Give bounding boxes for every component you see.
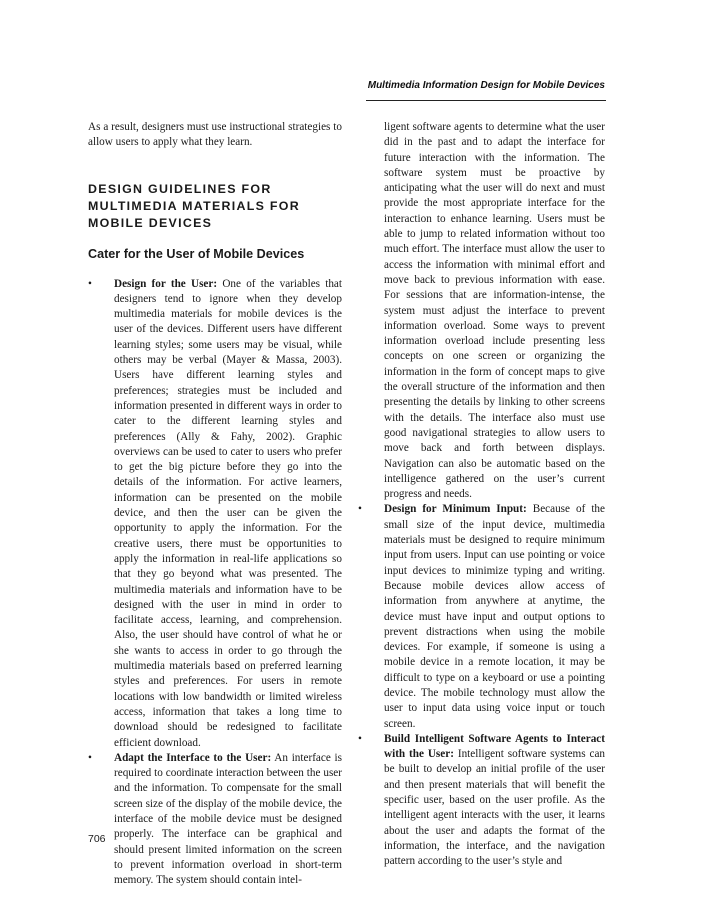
- list-item-minimum-input: [358, 502, 605, 731]
- list-item-title: Adapt the Interface to the User:: [114, 751, 272, 764]
- list-item-intelligent-agents: [358, 732, 605, 870]
- subsection-heading: Cater for the User of Mobile Devices: [88, 246, 305, 261]
- header-rule: [366, 100, 606, 101]
- intro-paragraph: As a result, designers must use instructional strategies to allow users to apply what they learn.: [88, 121, 342, 149]
- bullet-icon: •: [88, 751, 92, 764]
- list-item-text: An interface is required to coordinate interaction between the user and the information. To compensate for the small screen size of the display of the mobile device, the interface of the mobile device must be designed properly. The interface can be graphical and should present limited information on the screen to prevent information overload in short-term memory. The system should contain intel-: [114, 751, 343, 887]
- list-item-body: [114, 751, 342, 889]
- list-item-adapt-interface: [88, 751, 342, 889]
- right-column: [358, 120, 605, 870]
- left-column: [88, 120, 342, 888]
- list-item-body: [114, 277, 342, 751]
- bullet-icon: •: [358, 732, 362, 745]
- list-item-continuation: [358, 120, 605, 502]
- list-item-text: Intelligent software systems can be built to develop an initial profile of the user and then present materials that will benefit the specific user, based on the user profile. As the intelligent agent interacts with the user, it learns about the user and adapts the format of the information, the interface, and the navigation pattern according to the user’s style and: [384, 748, 606, 868]
- section-heading: DESIGN GUIDELINES FOR MULTIMEDIA MATERIALS FOR MOBILE DEVICES: [88, 181, 300, 230]
- bullet-icon: •: [358, 503, 362, 516]
- list-item-design-for-user: [88, 277, 342, 751]
- running-head: Multimedia Information Design for Mobile Devices: [367, 80, 605, 91]
- bullet-icon: •: [88, 277, 92, 290]
- list-item-text: Because of the small size of the input device, multimedia materials must be designed to require minimum input from users. Input can use pointing or voice input devices to minimize typing and writing. Because mobile devices allow access of information from anywhere at anytime, the device must have input and output options to prevent distractions when using the mobile devices. For example, if someone is using a mobile device in a remote location, it may be difficult to type on a keyboard or use a pointing device. The mobile technology must allow the user to input data using voice input or touch screen.: [384, 503, 605, 730]
- list-item-body: [384, 732, 605, 870]
- list-item-text: One of the variables that designers tend to ignore when they develop multimedia materials for mobile devices is the user of the devices. Different users have different learning styles; some users may be visual, while others may be verbal (Mayer & Massa, 2003). Users have different learning styles and preferences; strategies must be included and information presented in different ways in order to cater to the different learning styles and preferences (Ally & Fahy, 2002). Graphic overviews can be used to cater to users who prefer to get the big picture before they go into the details of the information. For active learners, information can be presented on the mobile device, and then the user can be given the opportunity to apply the information. For the creative users, there must be opportunities to apply the information in real-life applications so that they go beyond what was presented. The multimedia materials and information have to be designed with the user in mind in order to facilitate access, learning, and comprehension. Also, the user should have control of what he or she wants to access in order to go through the multimedia materials based on preferred learning styles and preferences. For users in remote locations with low bandwidth or limited wireless access, information that takes a long time to download should be redesigned to facilitate efficient download.: [114, 277, 343, 749]
- list-item-title: Build Intelligent Software Agents to Interact with the User:: [384, 732, 605, 761]
- continuation-text: ligent software agents to determine what the user did in the past and to adapt the interface for future interaction with the information. The software system must be proactive by anticipating what the user will do next and must provide the most appropriate interface for the interaction to enhance learning. Users must be able to jump to related information without too much effort. The interface must allow the user to access the information with minimal effort and move back to previous information with ease. For sessions that are information-intense, the system must adjust the interface to prevent information overload. Some ways to prevent information overload include presenting less concepts on one screen or organizing the information in the form of concept maps to give the overall structure of the information and then presenting the details by linking to other screens with the details. The interface also must use good navigational strategies to allow users to move back and forth between displays. Navigation can also be automatic based on the intelligence gathered on the user’s current progress and needs.: [384, 121, 605, 501]
- page-number: 706: [88, 833, 106, 845]
- list-item-title: Design for Minimum Input:: [384, 503, 527, 516]
- list-item-body: [384, 502, 605, 731]
- list-item-title: Design for the User:: [114, 277, 218, 290]
